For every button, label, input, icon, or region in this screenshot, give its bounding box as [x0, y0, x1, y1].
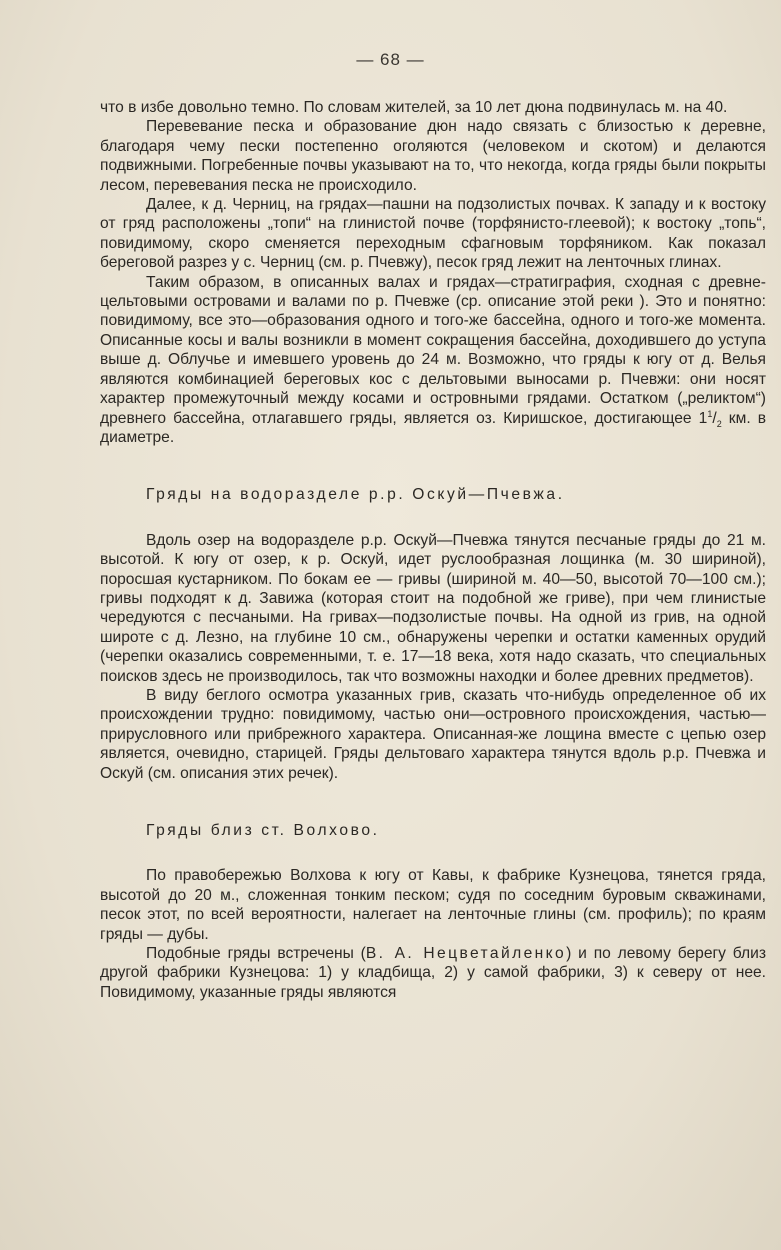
author-name: В. А. Нецветайленко — [365, 945, 567, 963]
paragraph-3: Далее, к д. Черниц, на грядах—пашни на подзолистых почвах. К западу и к востоку от гряд расположены „топи“ на глинистой почве (торфянисто-глеевой); к востоку „топь“, повидимому, скоро сменяется переходным сфагновым торфяником. Как показал береговой разрез у с. Черниц (см. р. Пчевжу), песок гряд лежит на ленточных глинах. — [100, 196, 766, 272]
section-heading-vodorazdel: Гряды на водоразделе р.р. Оскуй—Пчевжа. — [146, 486, 565, 504]
paragraph-8 — [100, 944, 766, 1002]
paragraph-8-start: Подобные гряды встречены ( — [146, 945, 366, 963]
paragraph-4-end: км. в диаметре. — [100, 409, 767, 446]
paragraph-8-end: ) и по левому берегу близ другой фабрики Кузнецова: 1) у кладбища, 2) у самой фабрики, 3) к северу от нее. Повидимому, указанные гряды являются — [100, 945, 766, 1001]
section-gap — [100, 505, 766, 531]
body-text — [100, 98, 766, 1002]
paragraph-4 — [100, 273, 766, 448]
paragraph-2: Перевевание песка и образование дюн надо связать с близостью к деревне, благодаря чему пески постепенно оголяются (человеком и скотом) и делаются подвижными. Погребенные почвы указывают на то, что некогда, когда гряды были покрыты лесом, перевевания песка не происходило. — [100, 118, 766, 194]
paragraph-4-text: Таким образом, в описанных валах и грядах—стратиграфия, сходная с древне-цельтовыми островами и валами по р. Пчевже (ср. описание этой реки ). Это и понятно: повидимому, все это—образования одного и того-же бассейна, одного и того-же момента. Описанные косы и валы возникли в момент сокращения бассейна, доходившего до уступа выше д. Облучье и имевшего уровень до 24 м. Возможно, что гряды к югу от д. Велья являются комбинацией береговых кос с дельтовыми выносами р. Пчевжи: они носят характер промежуточный между косами и островными грядами. Остатком („реликтом“) древнего бассейна, отлагавшего гряды, является оз. Киришское, достигающее 1 — [100, 273, 766, 427]
section-gap — [100, 783, 766, 821]
fraction-denominator: 2 — [716, 418, 722, 429]
section-gap — [100, 447, 766, 485]
paragraph-5: Вдоль озер на водоразделе р.р. Оскуй—Пчевжа тянутся песчаные гряды до 21 м. высотой. К югу от озер, к р. Оскуй, идет руслообразная лощинка (м. 30 шириной), поросшая кустарником. По бокам ее — гривы (шириной м. 40—50, высотой 70—100 см.); гривы подходят к д. Завижа (которая стоит на подобной же гриве), при чем глинистые чередуются с песчаными. На гривах—подзолистые почвы. На одной из грив, на одной широте с д. Лезно, на глубине 10 см., обнаружены черепки и остатки каменных орудий (черепки оказались современными, т. е. 17—18 века, хотя надо сказать, что специальных поисков здесь не производилось, так что возможны находки и более древних предметов). — [100, 531, 766, 685]
section-gap — [100, 840, 766, 866]
page-number: — 68 — — [356, 50, 425, 69]
fraction-numerator: 1 — [707, 408, 713, 419]
section-heading-volkhovo: Гряды близ ст. Волхово. — [146, 822, 380, 839]
paragraph-1: что в избе довольно темно. По словам жителей, за 10 лет дюна подвинулась м. на 40. — [100, 99, 728, 116]
paragraph-7: По правобережью Волхова к югу от Кавы, к фабрике Кузнецова, тянется гряда, высотой до 20 м., сложенная тонким песком; судя по соседним буровым скважинами, песок этот, по всей вероятности, налегает на ленточные глины (см. профиль); по краям гряды — дубы. — [100, 867, 766, 943]
fraction-slash: / — [712, 409, 717, 427]
paragraph-6: В виду беглого осмотра указанных грив, сказать что-нибудь определенное об их происхождении трудно: повидимому, частью они—островного происхождения, частью—прирусловного или прибрежного характера. Описанная-же лощина вместе с цепью озер является, очевидно, старицей. Гряды дельтоваго характера тянутся вдоль р.р. Пчевжа и Оскуй (см. описания этих речек). — [100, 686, 766, 782]
